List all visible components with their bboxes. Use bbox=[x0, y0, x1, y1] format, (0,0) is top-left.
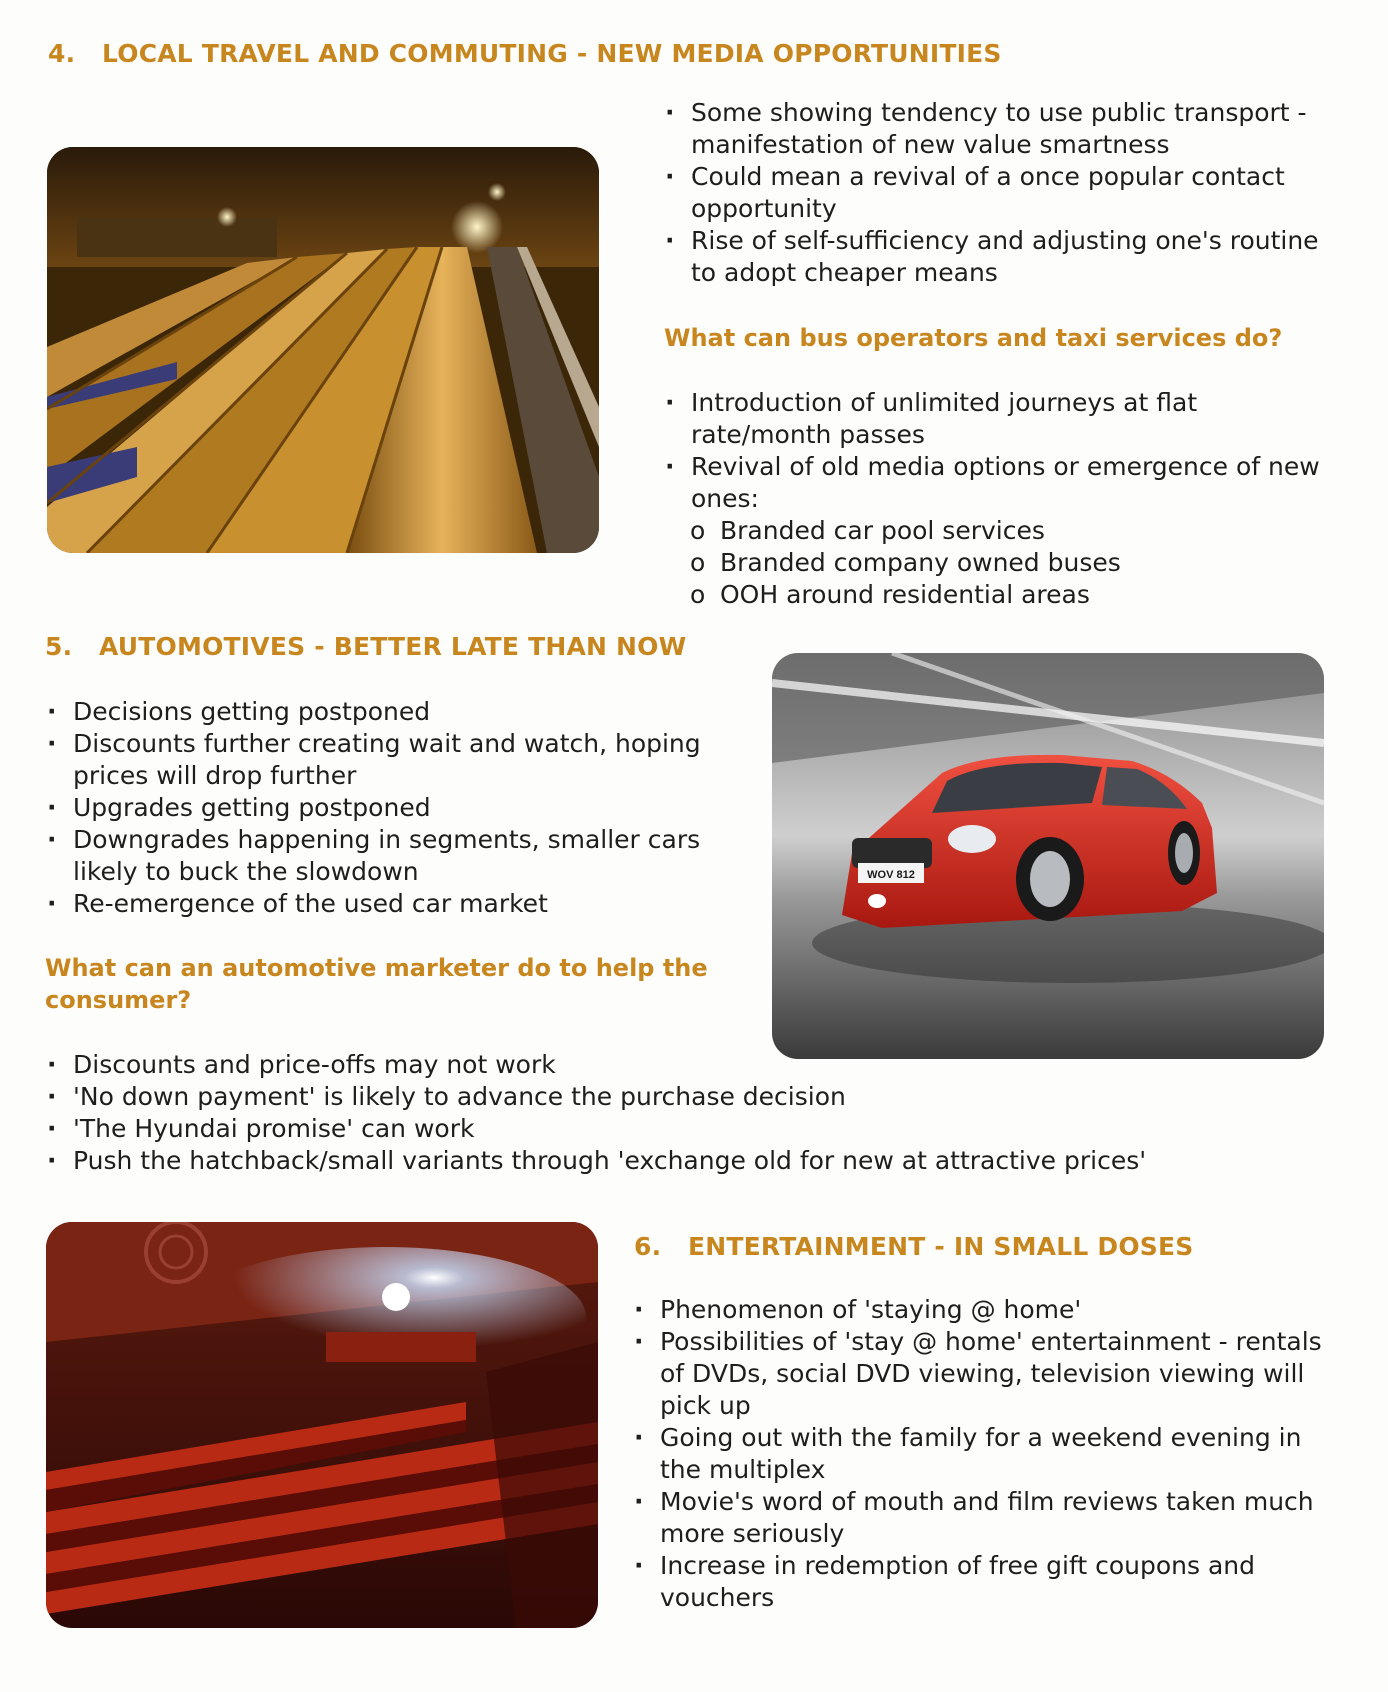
section4-heading: 4. LOCAL TRAVEL AND COMMUTING - NEW MEDIA OPPORTUNITIES bbox=[48, 39, 1002, 68]
list-item: · Going out with the family for a weekend evening in the multiplex bbox=[632, 1422, 1332, 1486]
list-item: · Movie's word of mouth and film reviews taken much more seriously bbox=[632, 1486, 1332, 1550]
list-item: · Rise of self-sufficiency and adjusting one's routine to adopt cheaper means bbox=[663, 225, 1343, 289]
section5-heading: 5. AUTOMOTIVES - BETTER LATE THAN NOW bbox=[45, 632, 687, 661]
section4-bullets2 bbox=[663, 387, 1343, 515]
list-item: · Push the hatchback/small variants through 'exchange old for new at attractive prices' bbox=[45, 1145, 1345, 1177]
section5-subheading: What can an automotive marketer do to help the consumer? bbox=[45, 954, 708, 1014]
red-car-photo bbox=[772, 653, 1324, 1059]
section6-heading: 6. ENTERTAINMENT - IN SMALL DOSES bbox=[634, 1232, 1194, 1261]
section4-bullets bbox=[663, 97, 1343, 289]
list-item: · Some showing tendency to use public transport - manifestation of new value smartness bbox=[663, 97, 1343, 161]
list-item: · Discounts and price-offs may not work bbox=[45, 1049, 1345, 1081]
section6-bullets bbox=[632, 1294, 1332, 1614]
list-item: · Decisions getting postponed bbox=[45, 696, 745, 728]
list-item: · Could mean a revival of a once popular contact opportunity bbox=[663, 161, 1343, 225]
list-item: · Re-emergence of the used car market bbox=[45, 888, 745, 920]
list-item: · Introduction of unlimited journeys at flat rate/month passes bbox=[663, 387, 1343, 451]
list-item: o Branded company owned buses bbox=[688, 547, 1328, 579]
section4-subheading: What can bus operators and taxi services do? bbox=[664, 324, 1283, 352]
section5-bullets2 bbox=[45, 1049, 1345, 1177]
list-item: · 'No down payment' is likely to advance the purchase decision bbox=[45, 1081, 1345, 1113]
list-item: · Increase in redemption of free gift coupons and vouchers bbox=[632, 1550, 1332, 1614]
list-item: · Discounts further creating wait and watch, hoping prices will drop further bbox=[45, 728, 745, 792]
list-item: · Revival of old media options or emergence of new ones: bbox=[663, 451, 1343, 515]
list-item: · Downgrades happening in segments, smaller cars likely to buck the slowdown bbox=[45, 824, 745, 888]
list-item: · Possibilities of 'stay @ home' entertainment - rentals of DVDs, social DVD viewing, television viewing will pick up bbox=[632, 1326, 1332, 1422]
plate-text: WOV 812 bbox=[867, 869, 915, 881]
train-yard-photo bbox=[47, 147, 599, 553]
list-item: o Branded car pool services bbox=[688, 515, 1328, 547]
list-item: o OOH around residential areas bbox=[688, 579, 1328, 611]
list-item: · 'The Hyundai promise' can work bbox=[45, 1113, 1345, 1145]
list-item: · Upgrades getting postponed bbox=[45, 792, 745, 824]
cinema-hall-photo bbox=[46, 1222, 598, 1628]
section4-sub-options bbox=[688, 515, 1328, 611]
section5-bullets bbox=[45, 696, 745, 920]
list-item: · Phenomenon of 'staying @ home' bbox=[632, 1294, 1332, 1326]
